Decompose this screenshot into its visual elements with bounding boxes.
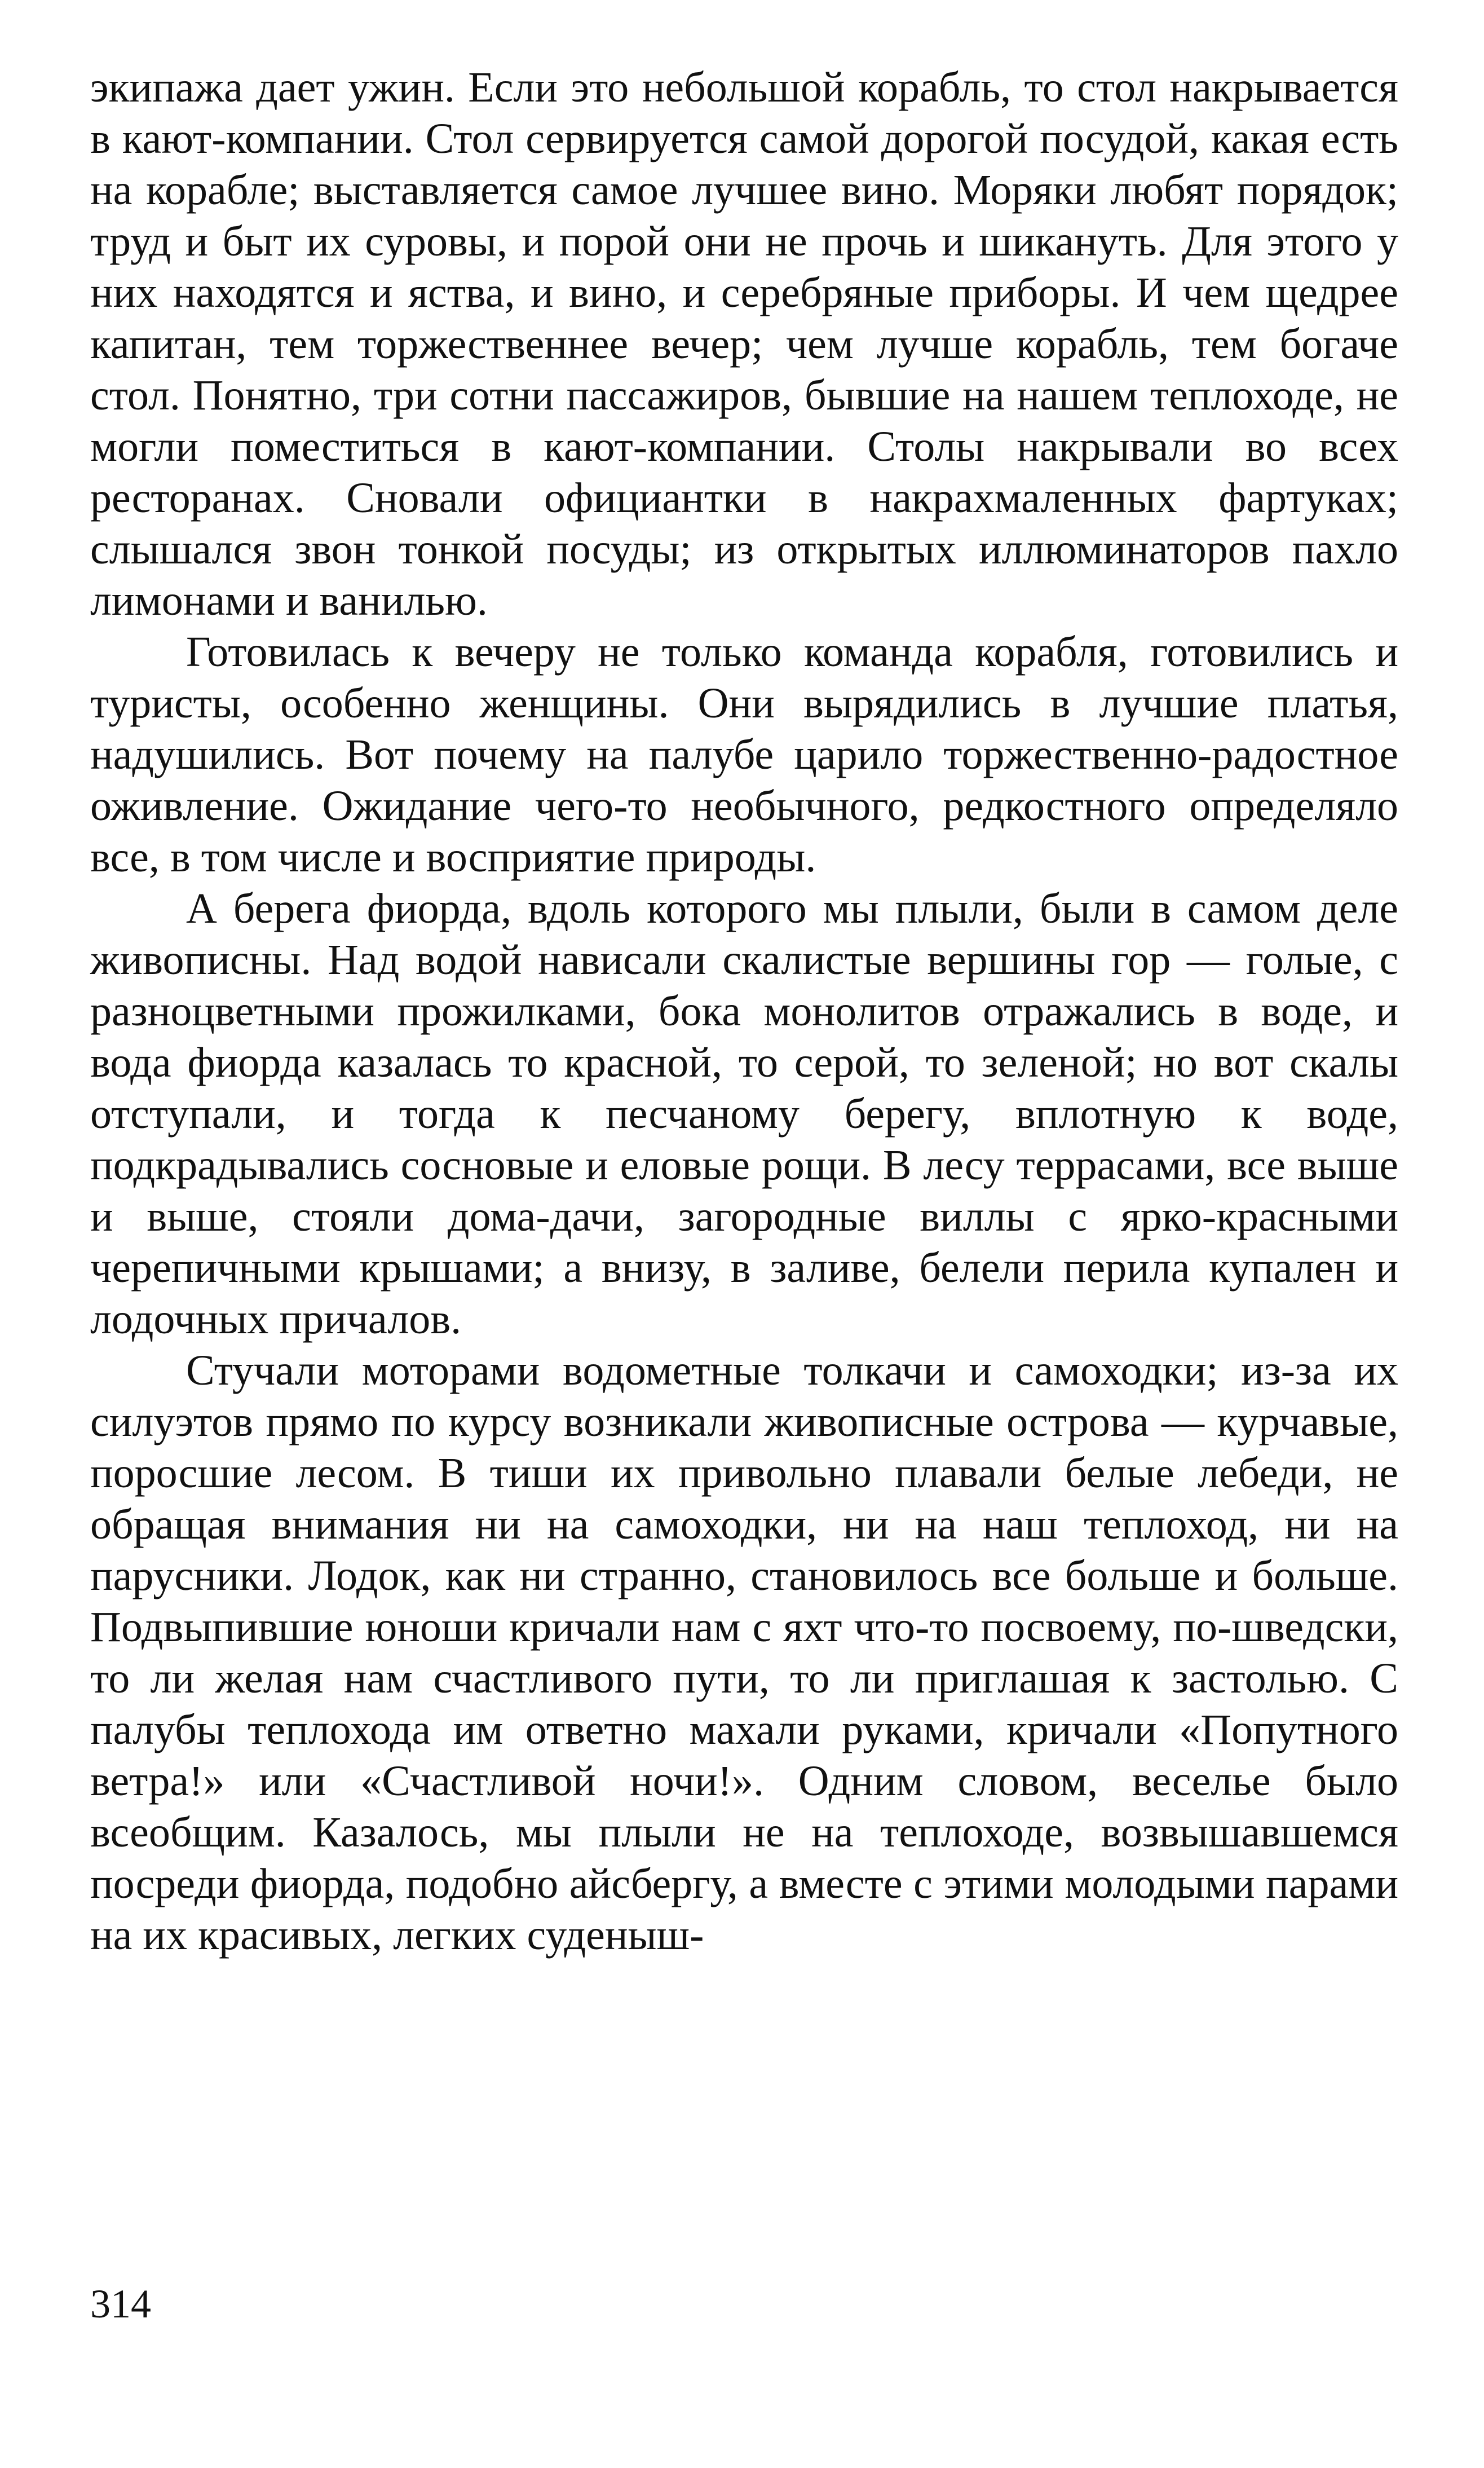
paragraph-boats-and-islands: Стучали моторами водометные толкачи и самоходки; из-за их силуэтов прямо по курсу возникали живописные острова — курчавые, поросшие лесом. В тиши их привольно плавали белые лебеди, не обращая внимания ни на самоходки, ни на наш теплоход, ни на парусники. Лодок, как ни странно, становилось все больше и больше. Подвыпившие юноши кричали нам с яхт что-то посвоему, по-шведски, то ли желая нам счастливого пути, то ли приглашая к застолью. С палубы теплохода им ответно махали руками, кричали «Попутного ветра!» или «Счастливой ночи!». Одним словом, веселье было всеобщим. Казалось, мы плыли не на теплоходе, возвышавшемся посреди фиорда, подобно айсбергу, а вместе с этими молодыми парами на их красивых, легких суденыш- [90, 1347, 1398, 1959]
page-number: 314 [90, 2281, 151, 2326]
body-text [90, 62, 1398, 1961]
paragraph-fjord-shores: А берега фиорда, вдоль которого мы плыли, были в самом деле живописны. Над водой нависали скалистые вершины гор — голые, с разноцветными прожилками, бока монолитов отражались в воде, и вода фиорда казалась то красной, то серой, то зеленой; но вот скалы отступали, и тогда к песчаному берегу, вплотную к воде, подкрадывались сосновые и еловые рощи. В лесу террасами, все выше и выше, стояли дома-дачи, загородные виллы с ярко-красными черепичными крышами; а внизу, в заливе, белели перила купален и лодочных причалов. [90, 885, 1398, 1343]
paragraph-evening-preparations: Готовилась к вечеру не только команда корабля, готовились и туристы, особенно женщины. Они вырядились в лучшие платья, надушились. Вот почему на палубе царило торжественно-радостное оживление. Ожидание чего-то необычного, редкостного определяло все, в том числе и восприятие природы. [90, 628, 1398, 881]
paragraph-continuation: экипажа дает ужин. Если это небольшой корабль, то стол накрывается в кают-компании. Стол сервируется самой дорогой посудой, какая есть на корабле; выставляется самое лучшее вино. Моряки любят порядок; труд и быт их суровы, и порой они не прочь и шикануть. Для этого у них находятся и яства, и вино, и серебряные приборы. И чем щедрее капитан, тем торжественнее вечер; чем лучше корабль, тем богаче стол. Понятно, три сотни пассажиров, бывшие на нашем теплоходе, не могли поместиться в кают-компании. Столы накрывали во всех ресторанах. Сновали официантки в накрахмаленных фартуках; слышался звон тонкой посуды; из открытых иллюминаторов пахло лимонами и ванилью. [90, 64, 1398, 624]
